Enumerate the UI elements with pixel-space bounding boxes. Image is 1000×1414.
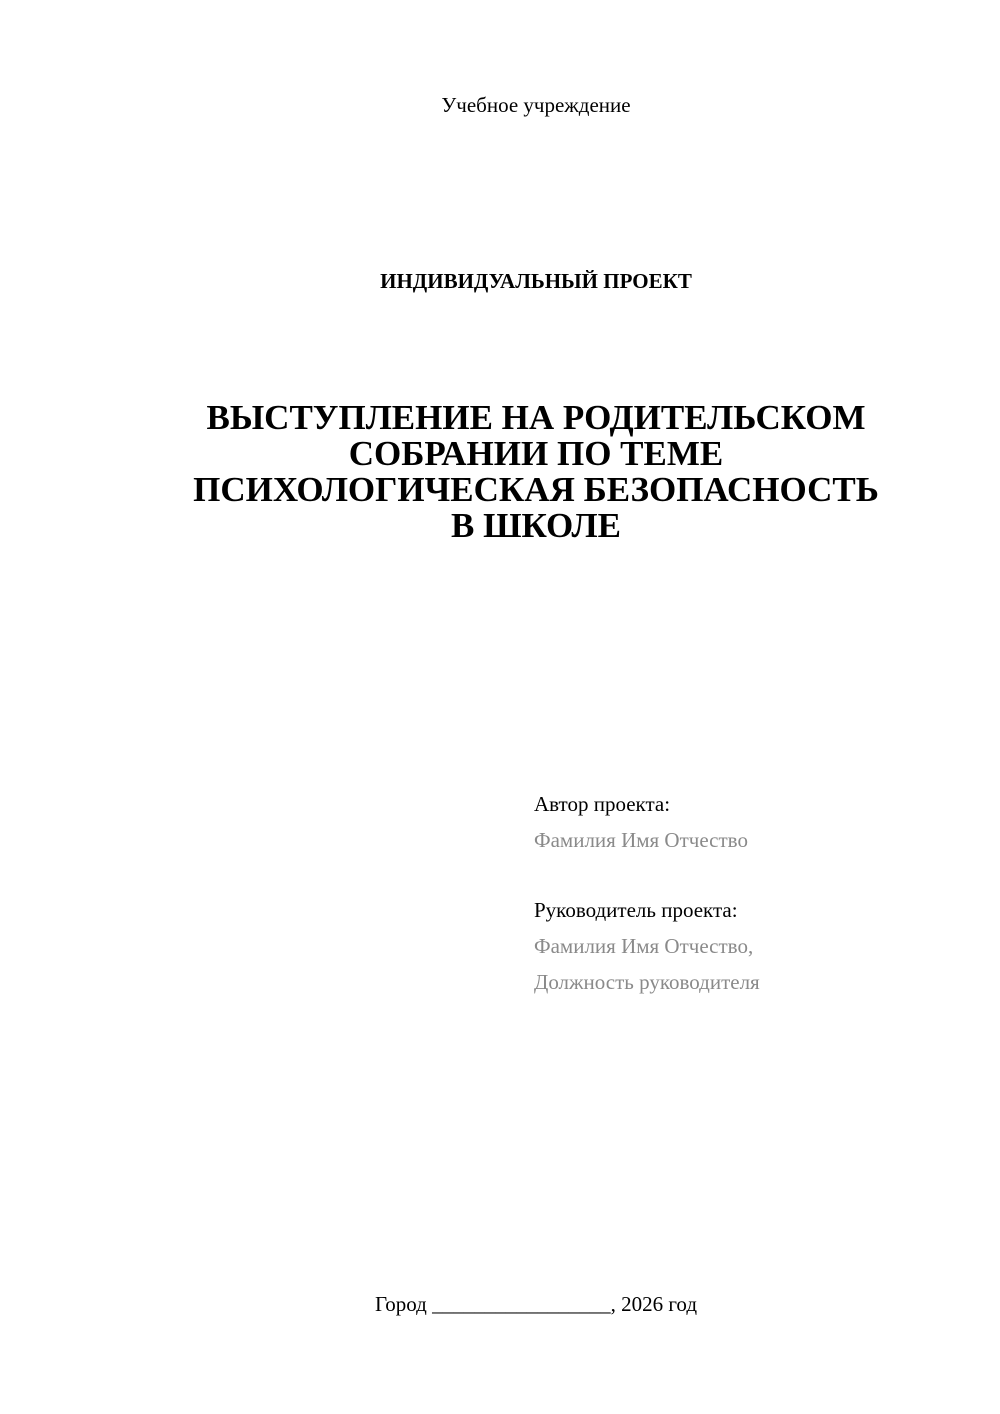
author-name-placeholder: Фамилия Имя Отчество (534, 828, 748, 852)
institution-name: Учебное учреждение (441, 93, 631, 117)
supervisor-name-placeholder: Фамилия Имя Отчество, (534, 934, 754, 958)
project-title-line: ПСИХОЛОГИЧЕСКАЯ БЕЗОПАСНОСТЬ (193, 470, 879, 509)
project-title (0, 400, 1000, 544)
supervisor-label: Руководитель проекта: (534, 898, 738, 922)
project-title-line: СОБРАНИИ ПО ТЕМЕ (348, 434, 724, 473)
supervisor-block (534, 892, 954, 1000)
author-label: Автор проекта: (534, 792, 671, 816)
city-year-line: Город _________________, 2026 год (374, 1292, 698, 1316)
project-title-line: В ШКОЛЕ (451, 506, 621, 545)
project-type-heading: ИНДИВИДУАЛЬНЫЙ ПРОЕКТ (380, 269, 692, 293)
project-title-line: ВЫСТУПЛЕНИЕ НА РОДИТЕЛЬСКОМ (206, 398, 866, 437)
supervisor-position-placeholder: Должность руководителя (534, 970, 760, 994)
author-block (534, 786, 954, 858)
